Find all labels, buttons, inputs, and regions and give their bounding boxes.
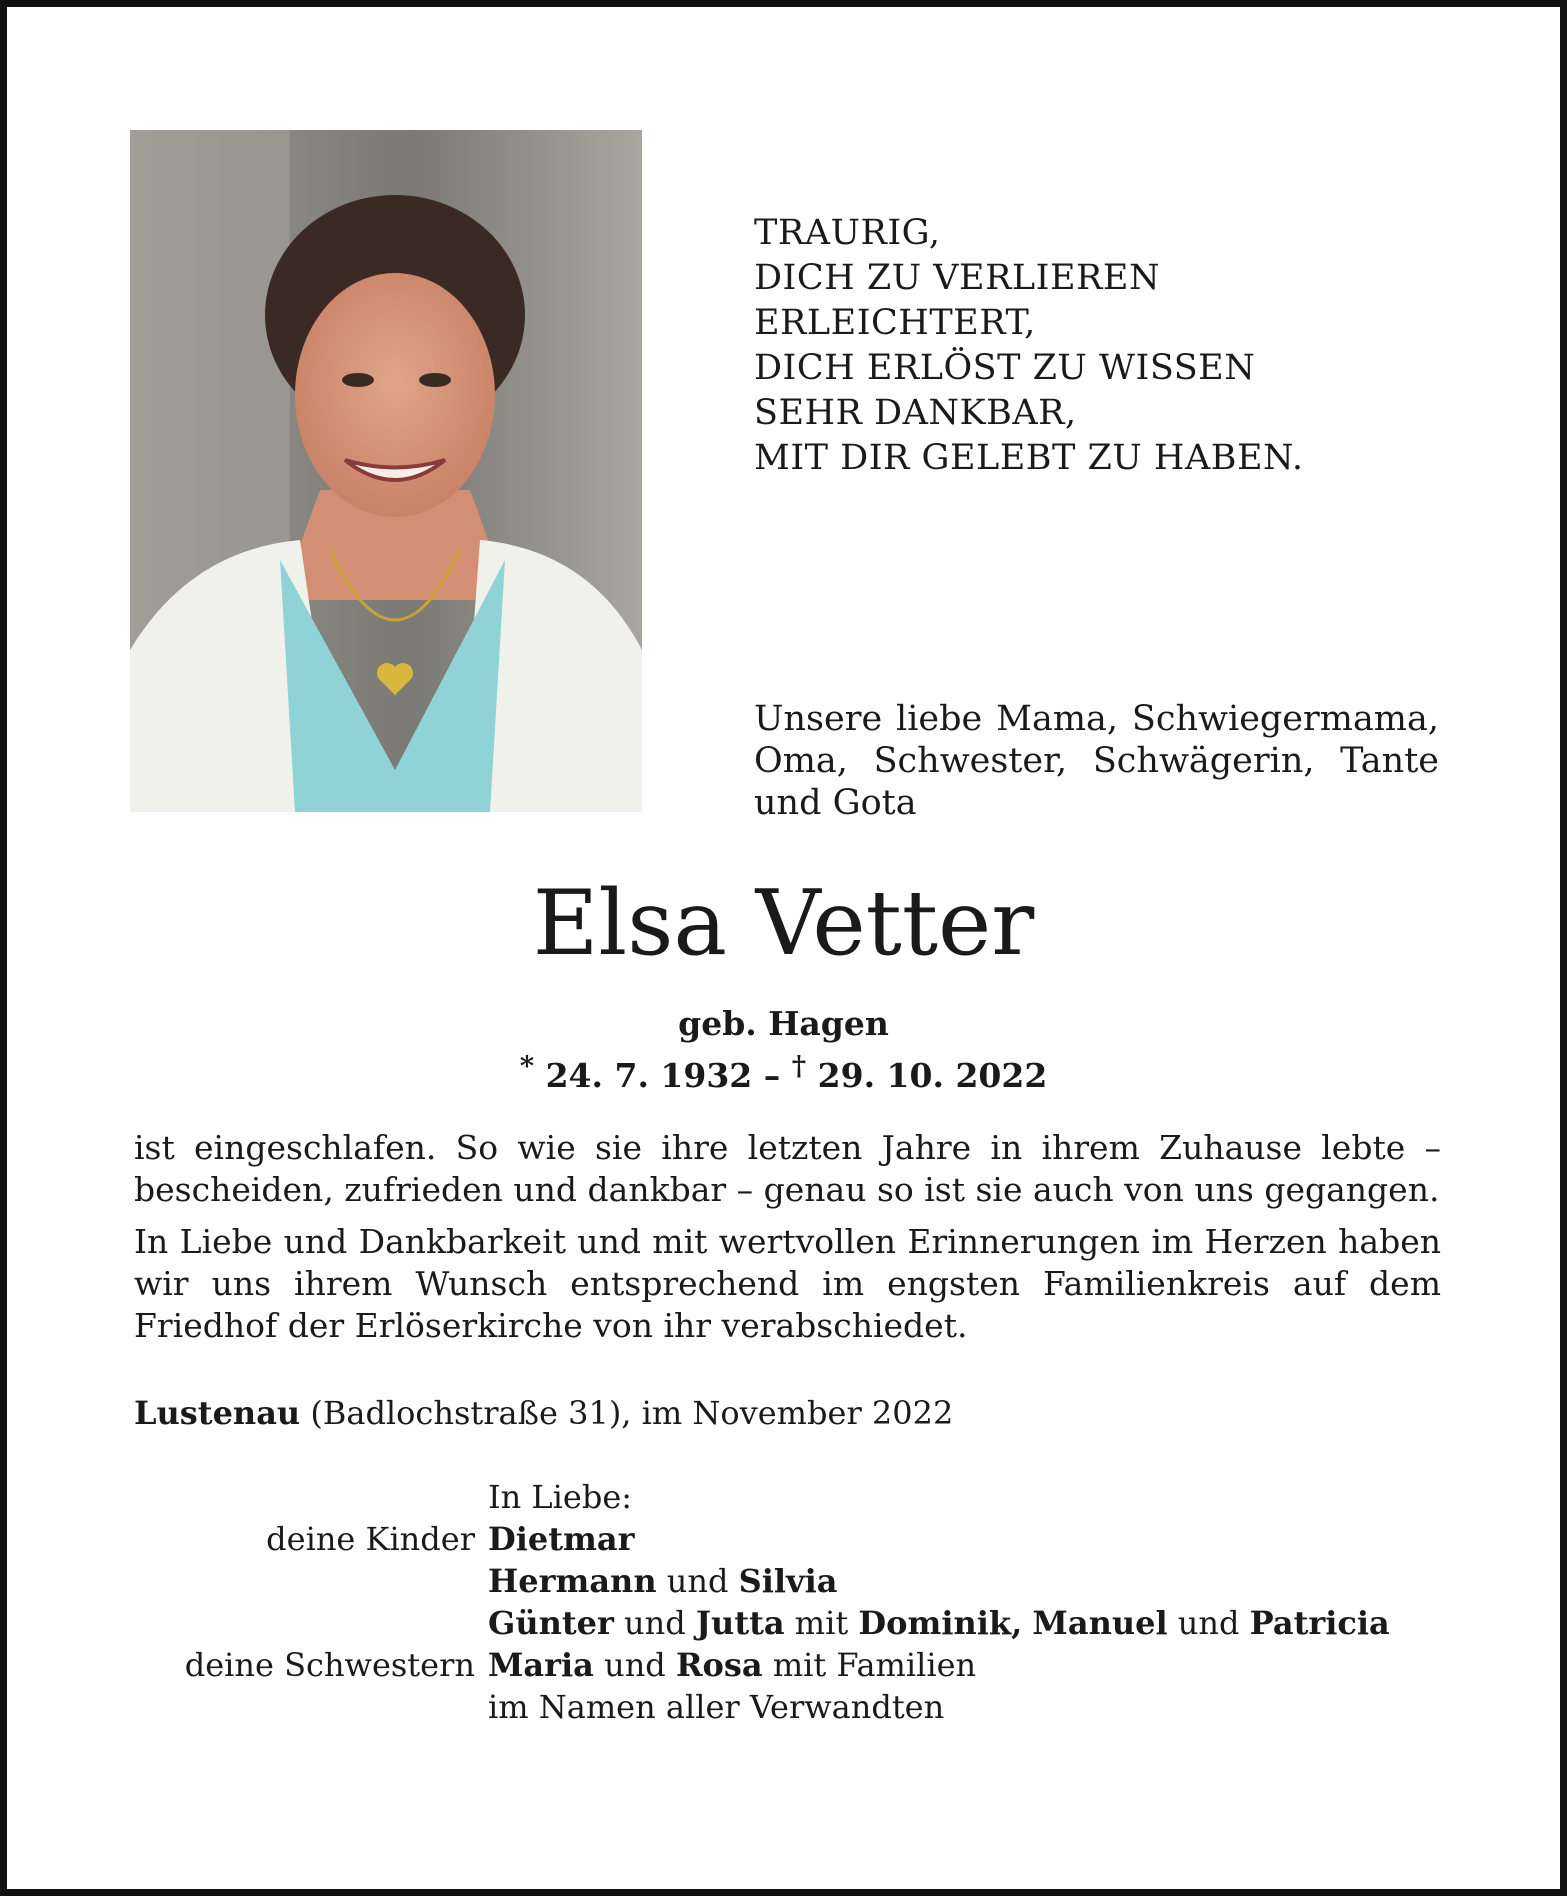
conjunction: mit: [794, 1604, 849, 1642]
signers-row: [7, 1476, 1560, 1518]
poem-line: TRAURIG,: [754, 213, 941, 253]
signer-name: Hermann: [488, 1562, 657, 1600]
death-date: 29. 10. 2022: [817, 1056, 1048, 1095]
birth-symbol: *: [519, 1050, 535, 1082]
signers-row: [7, 1518, 1560, 1560]
address-date: (Badlochstraße 31), im November 2022: [300, 1394, 954, 1432]
signers-row: [7, 1686, 1560, 1728]
body-paragraph: ist eingeschlafen. So wie sie ihre letzten Jahre in ihrem Zuhause lebte – bescheiden, zufrieden und dankbar – genau so ist sie auch von uns gegangen.: [134, 1128, 1441, 1209]
deceased-name: Elsa Vetter: [532, 871, 1035, 976]
poem-line: ERLEICHTERT,: [754, 303, 1036, 343]
signers-row: [7, 1644, 1560, 1686]
signer-name: Günter: [488, 1604, 614, 1642]
signer-name: Manuel: [1032, 1604, 1168, 1642]
conjunction: und: [604, 1646, 666, 1684]
life-dates: [7, 1045, 1560, 1097]
conjunction: und: [624, 1604, 686, 1642]
sisters-suffix: mit Familien: [772, 1646, 977, 1684]
poem-line: DICH ZU VERLIEREN: [754, 258, 1161, 298]
intro-text: Unsere liebe Mama, Schwiegermama, Oma, Schwester, Schwägerin, Tante und Gota: [754, 699, 1439, 823]
place-date-line: [134, 1393, 953, 1433]
signer-name: Maria: [488, 1646, 594, 1684]
signer-name: Silvia: [738, 1562, 838, 1600]
poem: [754, 211, 1304, 481]
signers-heading: In Liebe:: [488, 1478, 633, 1516]
signers-row: [7, 1560, 1560, 1602]
poem-line: SEHR DANKBAR,: [754, 393, 1077, 433]
sisters-label: deine Schwestern: [184, 1646, 475, 1684]
signer-name: Patricia: [1249, 1604, 1390, 1642]
body-text: [134, 1127, 1441, 1357]
poem-line: DICH ERLÖST ZU WISSEN: [754, 348, 1256, 388]
date-separator: –: [763, 1056, 781, 1095]
signer-name: Jutta: [695, 1604, 785, 1642]
death-symbol: †: [791, 1050, 807, 1082]
maiden-name: geb. Hagen: [678, 1004, 889, 1043]
poem-line: MIT DIR GELEBT ZU HABEN.: [754, 438, 1304, 478]
signer-name: Rosa: [675, 1646, 763, 1684]
conjunction: und: [1177, 1604, 1240, 1642]
children-label: deine Kinder: [266, 1520, 475, 1558]
signers-row: [7, 1602, 1560, 1644]
signers-closing: im Namen aller Verwandten: [488, 1688, 945, 1726]
signer-name: Dominik,: [858, 1604, 1023, 1642]
birth-date: 24. 7. 1932: [545, 1056, 753, 1095]
portrait-photo: [130, 130, 642, 812]
town-name: Lustenau: [134, 1394, 301, 1432]
body-paragraph: In Liebe und Dankbarkeit und mit wertvollen Erinnerungen im Herzen haben wir uns ihrem Wunsch entsprechend im engsten Familienkreis auf dem Friedhof der Erlöserkirche von ihr verabschiedet.: [134, 1222, 1441, 1345]
signer-name: Dietmar: [488, 1520, 635, 1558]
signers: [7, 1476, 1560, 1728]
conjunction: und: [666, 1562, 729, 1600]
